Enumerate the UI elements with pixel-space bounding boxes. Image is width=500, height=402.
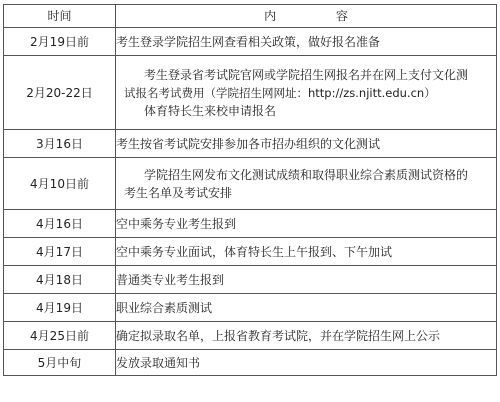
row-date: 4月19日 <box>4 294 116 322</box>
row-date: 5月中旬 <box>4 350 116 376</box>
content-line: 考生名单及考试安排 <box>124 185 233 200</box>
row-date: 4月17日 <box>4 238 116 266</box>
row-content <box>116 238 497 266</box>
content-line: 空中乘务专业面试，体育特长生上午报到、下午加试 <box>116 244 393 259</box>
row-content <box>116 56 497 130</box>
table-row <box>4 158 497 210</box>
table-header-row <box>4 5 497 28</box>
row-date: 2月19日前 <box>4 28 116 56</box>
content-line: 发放录取通知书 <box>116 355 201 370</box>
table-row <box>4 28 497 56</box>
table-row <box>4 238 497 266</box>
content-line: 普通类专业考生报到 <box>116 272 225 287</box>
row-content <box>116 130 497 158</box>
row-content <box>116 294 497 322</box>
table-row <box>4 266 497 294</box>
row-content <box>116 158 497 210</box>
table-row <box>4 210 497 238</box>
table-row <box>4 322 497 350</box>
row-content <box>116 350 497 376</box>
content-line: 考生按省考试院安排参加各市招办组织的文化测试 <box>116 136 381 151</box>
table-row <box>4 56 497 130</box>
row-content <box>116 210 497 238</box>
content-line: 考生登录学院招生网查看相关政策，做好报名准备 <box>116 34 381 49</box>
content-line: 试报名考试费用（学院招生网网址：http://zs.njitt.edu.cn） <box>124 85 436 100</box>
content-line: 考生登录省考试院官网或学院招生网报名并在网上支付文化测 <box>144 67 469 82</box>
table-row <box>4 350 497 376</box>
content-line: 确定拟录取名单，上报省教育考试院，并在学院招生网上公示 <box>116 328 441 343</box>
row-date: 4月10日前 <box>4 158 116 210</box>
row-date: 2月20-22日 <box>4 56 116 130</box>
header-date: 时间 <box>4 5 116 28</box>
row-content <box>116 266 497 294</box>
content-line: 空中乘务专业考生报到 <box>116 216 237 231</box>
row-content <box>116 322 497 350</box>
row-date: 4月25日前 <box>4 322 116 350</box>
content-line: 职业综合素质测试 <box>116 300 213 315</box>
content-line: 体育特长生来校申请报名 <box>144 103 277 118</box>
row-date: 3月16日 <box>4 130 116 158</box>
admission-schedule-table <box>3 4 497 376</box>
header-content: 内 容 <box>116 5 497 28</box>
row-date: 4月16日 <box>4 210 116 238</box>
table-row <box>4 294 497 322</box>
table-row <box>4 130 497 158</box>
row-content <box>116 28 497 56</box>
row-date: 4月18日 <box>4 266 116 294</box>
content-line: 学院招生网发布文化测试成绩和取得职业综合素质测试资格的 <box>144 167 469 182</box>
